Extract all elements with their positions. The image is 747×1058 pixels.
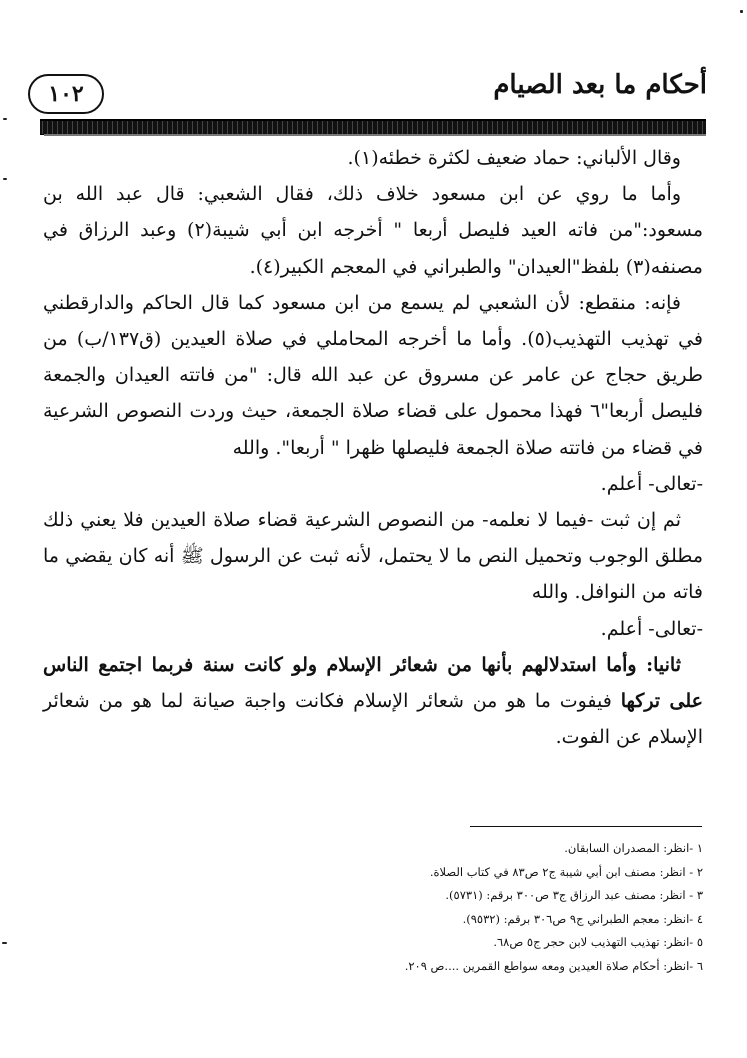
thaniyan-rest-text: فيفوت ما هو من شعائر الإسلام فكانت واجبة صيانة لما هو من شعائر الإسلام عن الفوت. <box>43 690 703 749</box>
book-title: أحكام ما بعد الصيام <box>493 70 707 100</box>
paragraph-tala-alam-1: -تعالى- أعلم. <box>600 472 703 495</box>
thaniyan-bold-text: ثانيا: وأما استدلالهم بأنها من شعائر الإسلام ولو كانت سنة فربما اجتمع الناس على تركها <box>43 653 703 713</box>
footnote-4: ٤ -انظر: معجم الطبراني ج٩ ص٣٠٦ برقم: (٩٥٣٢). <box>462 911 703 926</box>
footnotes <box>373 837 703 979</box>
paragraph-albani: وقال الألباني: حماد ضعيف لكثرة خطئه(١). <box>347 147 681 169</box>
paragraph-munqati: فإنه: منقطع: لأن الشعبي لم يسمع من ابن مسعود كما قال الحاكم والدارقطني في تهذيب التهذيب(٥). وأما ما أخرجه المحاملي في صلاة العيدين (ق١٣٧/ب) من طريق حجاج عن عامر عن مسروق عن عبد الله قال: "من فاتته العيدان والجمعة فليصل أربعا"٦ فهذا محمول على قضاء صلاة الجمعة، حيث وردت النصوص الشرعية في قضاء من فاتته صلاة الجمعة فليصلها ظهرا " أربعا". والله <box>43 291 703 459</box>
scan-speck <box>3 118 7 120</box>
footnote-6: ٦ -انظر: أحكام صلاة العيدين ومعه سواطع القمرين ....ص ٢٠٩. <box>404 958 703 973</box>
scan-speck <box>740 10 743 13</box>
page-number: ١٠٢ <box>28 74 104 114</box>
body-text <box>43 140 703 755</box>
header-rule-shadow <box>44 134 706 136</box>
footnote-1: ١ -انظر: المصدران السابقان. <box>564 841 703 855</box>
paragraph-tala-alam-2: -تعالى- أعلم. <box>600 617 703 640</box>
paragraph-thaniyan <box>43 647 703 756</box>
scan-speck <box>2 942 7 944</box>
footnote-2: ٢ - انظر: مصنف ابن أبي شيبة ج٢ ص٨٣ في كتاب الصلاة. <box>429 864 703 879</box>
scan-speck <box>3 178 7 180</box>
paragraph-in-thabat: ثم إن ثبت -فيما لا نعلمه- من النصوص الشرعية قضاء صلاة العيدين فلا يعني ذلك مطلق الوجوب وتحميل النص ما لا يحتمل، لأنه ثبت عن الرسول ﷺ أنه كان يقضي ما فاته من النوافل. والله <box>43 509 703 604</box>
header-rule <box>40 119 706 135</box>
footnote-separator <box>470 826 702 827</box>
footnote-5: ٥ -انظر: تهذيب التهذيب لابن حجر ج٥ ص٦٨. <box>493 935 703 950</box>
footnote-3: ٣ - انظر: مصنف عبد الرزاق ج٣ ص٣٠٠ برقم: (٥٧٣١). <box>445 888 703 903</box>
paragraph-ibn-masud: وأما ما روي عن ابن مسعود خلاف ذلك، فقال الشعبي: قال عبد الله بن مسعود:"من فاته العيد فليصل أربعا " أخرجه ابن أبي شيبة(٢) وعبد الرزاق في مصنفه(٣) بلفظ"العيدان" والطبراني في المعجم الكبير(٤). <box>43 183 704 278</box>
